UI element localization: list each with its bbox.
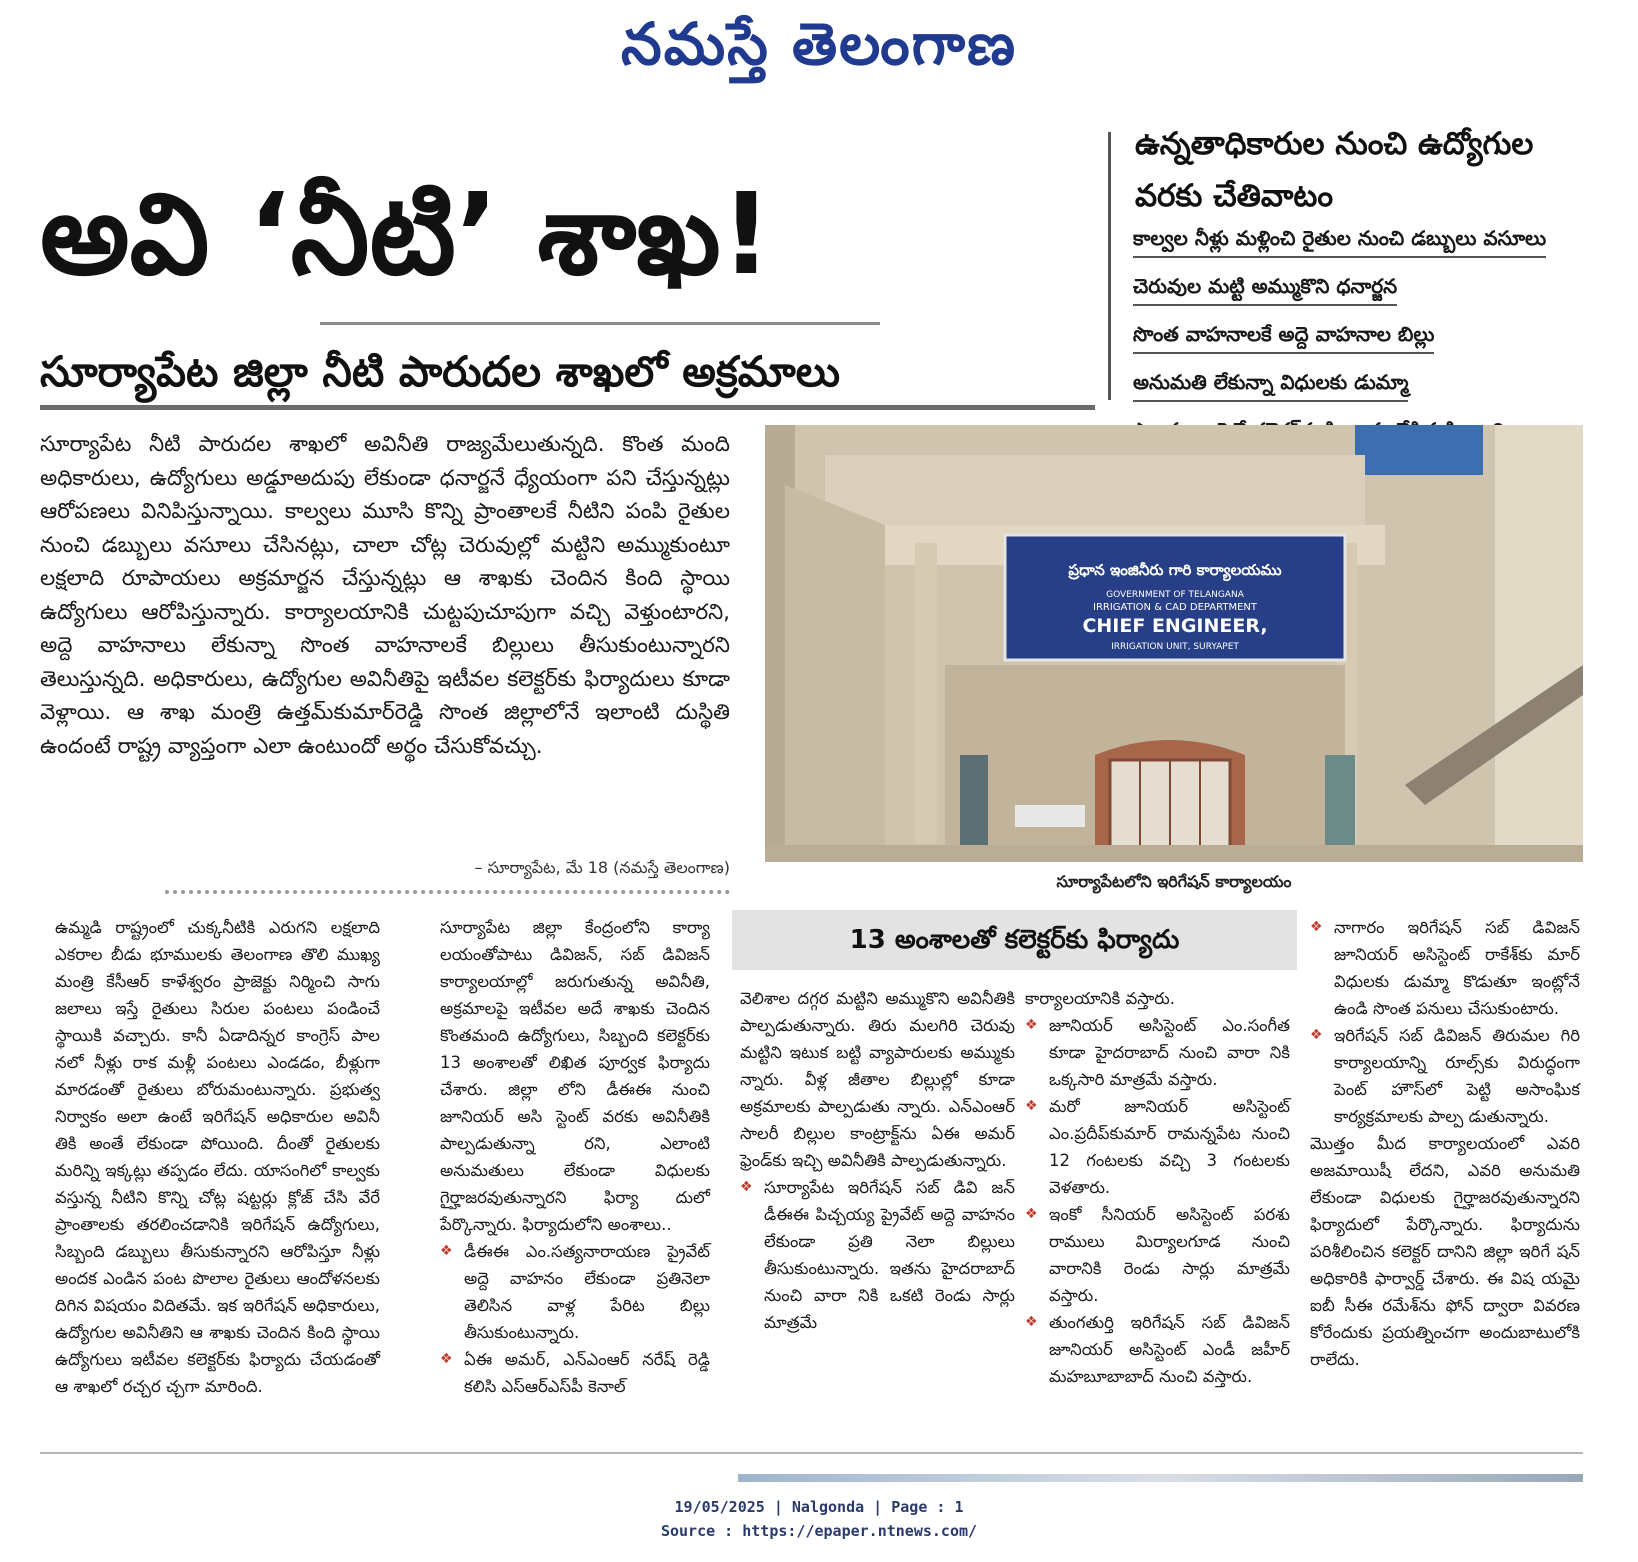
- complaint-item: ❖ నాగారం ఇరిగేషన్ సబ్ డివిజన్ జూనియర్ అసిస్టెంట్ రాకేశ్‌కు మార్ విధులకు డుమ్మా కొడుతూ ఇంట్లోనే ఉండి సొంత పనులు చేసుకుంటారు.: [1310, 914, 1580, 1022]
- sidebar-title: ఉన్నతాధికారుల నుంచి ఉద్యోగుల వరకు చేతివాటం: [1135, 126, 1534, 214]
- sign-government-line: GOVERNMENT OF TELANGANA: [1106, 590, 1244, 600]
- sign-department-line: IRRIGATION & CAD DEPARTMENT: [1093, 602, 1257, 613]
- complaint-item: ❖ ఇరిగేషన్ సబ్ డివిజన్ తిరుమల గిరి కార్యాలయాన్ని రూల్స్‌కు విరుద్ధంగా పెంట్ హౌస్‌లో పెట్టి అసాంఘిక కార్యక్రమాలకు పాల్ప డుతున్నారు.: [1310, 1022, 1580, 1130]
- complaint-item: ❖ మరో జూనియర్ అసిస్టెంట్ ఎం.ప్రదీప్‌కుమార్ రామన్నపేట నుంచి 12 గంటలకు వచ్చి 3 గంటలకు వెళతారు.: [1025, 1093, 1290, 1201]
- column-paragraph: కార్యాలయానికి వస్తారు.: [1025, 989, 1175, 1008]
- column-paragraph: సూర్యాపేట జిల్లా కేంద్రంలోని కార్యా లయంతోపాటు డివిజన్, సబ్ డివిజన్ కార్యాలయాల్లో జరుగుతున్న అవినీతి, అక్రమాలపై ఇటీవల అదే శాఖకు చెందిన కొంతమంది ఉద్యోగులు, సిబ్బంది కలెక్టర్‌కు 13 అంశాలతో లిఖిత పూర్వక ఫిర్యాదు చేశారు. జిల్లా లోని డీఈఈ నుంచి జూనియర్ అసి స్టెంట్ వరకు అవినీతికి పాల్పడుతున్నా రని, ఎలాంటి అనుమతులు లేకుండా విధులకు గైర్హాజరవుతున్నారని ఫిర్యా దులో పేర్కొన్నారు. ఫిర్యాదులోని అంశాలు..: [440, 918, 710, 1234]
- headline: అవి ‘నీటి’ శాఖ!: [40, 170, 772, 300]
- subheadline: సూర్యాపేట జిల్లా నీటి పారుదల శాఖలో అక్రమాలు: [40, 347, 841, 396]
- lead-paragraph: సూర్యాపేట నీటి పారుదల శాఖలో అవినీతి రాజ్యమేలుతున్నది. కొంత మంది అధికారులు, ఉద్యోగులు అడ్డూఅదుపు లేకుండా ధనార్జనే ధ్యేయంగా పని చేస్తున్నట్లు ఆరోపణలు వినిపిస్తున్నాయి. కాల్వలు మూసి కొన్ని ప్రాంతాలకే నీటిని పంపి రైతుల నుంచి డబ్బులు వసూలు చేసినట్లు, చాలా చోట్ల చెరువుల్లో మట్టిని అమ్ముకుంటూ లక్షలాది రూపాయలు అక్రమార్జన చేస్తున్నట్లు ఆ శాఖకు చెందిన కింది స్థాయి ఉద్యోగులు ఆరోపిస్తున్నారు. కార్యాలయానికి చుట్టపుచూపుగా వచ్చి వెళ్తుంటారని, అద్దె వాహనాలు లేకున్నా సొంత వాహనాలకే బిల్లులు తీసుకుంటున్నారని తెలుస్తున్నది. అధికారులు, ఉద్యోగుల అవినీతిపై ఇటీవల కలెక్టర్‌కు ఫిర్యాదులు కూడా వెళ్లాయి. ఆ శాఖ మంత్రి ఉత్తమ్‌కుమార్‌రెడ్డి సొంత జిల్లాలోనే ఇలాంటి దుస్థితి ఉందంటే రాష్ట్ర వ్యాప్తంగా ఎలా ఉంటుందో అర్థం చేసుకోవచ్చు.: [40, 432, 730, 759]
- complaint-list: [740, 1174, 1015, 1336]
- subheadline-rule: [40, 405, 1095, 410]
- masthead-logo: నమస్తే తెలంగాణ: [621, 10, 1017, 78]
- sidebar-point: కాల్వల నీళ్లు మళ్లించి రైతుల నుంచి డబ్బులు వసూలు: [1133, 222, 1546, 258]
- sidebar-point: అనుమతి లేకున్నా విధులకు డుమ్మా: [1133, 366, 1408, 402]
- sign-unit-line: IRRIGATION UNIT, SURYAPET: [1111, 642, 1239, 652]
- body-column-5: [1310, 914, 1580, 1373]
- sidebar-divider: [1108, 132, 1111, 400]
- footer-date-edition: 19/05/2025 | Nalgonda | Page : 1: [674, 1498, 964, 1516]
- photo-caption: సూర్యాపేటలోని ఇరిగేషన్ కార్యాలయం: [1056, 872, 1292, 891]
- footer-source: Source : https://epaper.ntnews.com/: [660, 1522, 978, 1540]
- sign-telugu-line: ప్రధాన ఇంజినీరు గారి కార్యాలయము: [1068, 561, 1282, 579]
- complaint-item: ❖ ఇంకో సీనియర్ అసిస్టెంట్ పరశు రాములు మిర్యాలగూడ నుంచి వారానికి రెండు సార్లు మాత్రమే వస్తారు.: [1025, 1201, 1290, 1309]
- complaint-item: ❖ సూర్యాపేట ఇరిగేషన్ సబ్ డివి జన్ డీఈఈ పిచ్చయ్య ప్రైవేట్ అద్దె వాహనం లేకుండా ప్రతి నెలా బిల్లులు తీసుకుంటున్నారు. ఇతను హైదరాబాద్ నుంచి వారా నికి ఒకటి రెండు సార్లు మాత్రమే: [740, 1174, 1015, 1336]
- complaint-list: [1025, 1012, 1290, 1390]
- dateline: – సూర్యాపేట, మే 18 (నమస్తే తెలంగాణ): [474, 858, 730, 877]
- next-article-strip: [738, 1474, 1583, 1482]
- body-column-2: [440, 914, 710, 1400]
- complaint-item: ❖ డీఈఈ ఎం.సత్యనారాయణ ప్రైవేట్ అద్దె వాహనం లేకుండా ప్రతినెలా తెలిసిన వాళ్ల పేరిట బిల్లు తీసుకుంటున్నారు.: [440, 1238, 710, 1346]
- sign-chief-engineer: CHIEF ENGINEER,: [1082, 615, 1268, 637]
- body-column-4: [1025, 985, 1290, 1390]
- headline-rule: [320, 322, 880, 325]
- page-bottom-rule: [40, 1452, 1583, 1454]
- complaint-item: ❖ ఏఈ అమర్, ఎన్‌ఎంఆర్ నరేష్ రెడ్డి కలిసి ఎస్‌ఆర్‌ఎస్‌పీ కెనాల్: [440, 1346, 710, 1400]
- complaint-item: ❖ జూనియర్ అసిస్టెంట్ ఎం.సంగీత కూడా హైదరాబాద్ నుంచి వారా నికి ఒక్కసారి మాత్రమే వస్తారు.: [1025, 1012, 1290, 1093]
- sidebar-point: సొంత వాహనాలకే అద్దె వాహనాల బిల్లు: [1133, 318, 1434, 354]
- sidebar-point: చెరువుల మట్టి అమ్ముకొని ధనార్జన: [1133, 270, 1397, 306]
- box-title: 13 అంశాలతో కలెక్టర్‌కు ఫిర్యాదు: [732, 910, 1297, 970]
- column-paragraph: వెలిశాల దగ్గర మట్టిని అమ్ముకొని అవినీతికి పాల్పడుతున్నారు. తిరు మలగిరి చెరువు మట్టిని ఇటుక బట్టి వ్యాపారులకు అమ్ముకు న్నారు. వీళ్ల జీతాల బిల్లుల్లో కూడా అక్రమాలకు పాల్పడుతు న్నారు. ఎన్‌ఎంఆర్ సాలరీ బిల్లుల కాంట్రాక్ట్‌ను ఏఈ అమర్ ఫ్రెండ్‌కు ఇచ్చి అవినీతికి పాల్పడుతున్నారు.: [740, 989, 1015, 1170]
- body-column-3: [740, 985, 1015, 1336]
- column-paragraph: మొత్తం మీద కార్యాలయంలో ఎవరి అజమాయిషీ లేదని, ఎవరి అనుమతి లేకుండా విధులకు గైర్హాజరవుతున్నారని ఫిర్యాదులో పేర్కొన్నారు. ఫిర్యాదును పరిశీలించిన కలెక్టర్ దానిని జిల్లా ఇరిగే షన్ అధికారికి ఫార్వార్డ్ చేశారు. ఈ విష యమై ఐబీ సీఈ రమేశ్‌ను ఫోన్ ద్వారా వివరణ కోరేందుకు ప్రయత్నించగా అందుబాటులోకి రాలేదు.: [1310, 1134, 1580, 1369]
- complaint-item: ❖ తుంగతుర్తి ఇరిగేషన్ సబ్ డివిజన్ జూనియర్ అసిస్టెంట్ ఎండీ జహీర్ మహబూబాబాద్ నుంచి వస్తారు.: [1025, 1309, 1290, 1390]
- body-column-1: [55, 914, 380, 1400]
- office-building-illustration: [765, 425, 1583, 862]
- column-paragraph: ఉమ్మడి రాష్ట్రంలో చుక్కనీటికి ఎరుగని లక్షలాది ఎకరాల బీడు భూములకు తెలంగాణ తొలి ముఖ్య మంత్రి కేసీఆర్ కాళేశ్వరం ప్రాజెక్టు నిర్మించి సాగు జలాలు ఇస్తే రైతులు సిరుల పంటలు పండించే స్థాయికి వచ్చారు. కానీ ఏడాదిన్నర కాంగ్రెస్ పాల నలో నీళ్లు రాక మళ్లీ పంటలు ఎండడం, బీళ్లుగా మారడంతో రైతులు బోరుమంటున్నారు. ప్రభుత్వ నిర్వాకం అలా ఉంటే ఇరిగేషన్ అధికారుల అవినీ తికి అంతే లేకుండా పోయింది. దీంతో రైతులకు మరిన్ని ఇక్కట్లు తప్పడం లేదు. యాసంగిలో కాల్వకు వస్తున్న నీటిని కొన్ని చోట్ల షట్టర్లు క్లోజ్ చేసి వేరే ప్రాంతాలకు తరలించడానికి ఇరిగేషన్ ఉద్యోగులు, సిబ్బంది డబ్బులు తీసుకున్నారని ఆరోపిస్తూ నీళ్లు అందక ఎండిన పంట పొలాల రైతులు ఆందోళనలకు దిగిన విషయం విదితమే. ఇక ఇరిగేషన్ అధికారులు, ఉద్యోగుల అవినీతిని ఆ శాఖకు చెందిన కింది స్థాయి ఉద్యోగులు ఇటీవల కలెక్టర్‌కు ఫిర్యాదు చేయడంతో ఆ శాఖలో రచ్చర చ్చగా మారింది.: [55, 918, 380, 1396]
- complaint-list: [440, 1238, 710, 1400]
- section-divider-dotted: [165, 890, 730, 894]
- office-photo: [765, 425, 1583, 862]
- complaint-list: [1310, 914, 1580, 1130]
